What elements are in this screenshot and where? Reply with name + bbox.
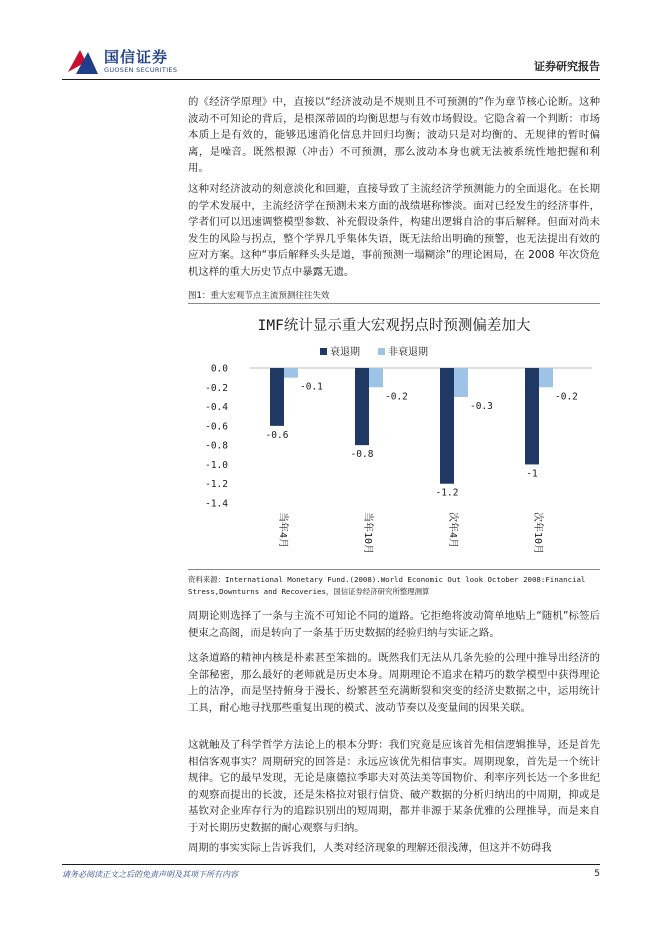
- figure-source: 资料来源：International Monetary Fund.(2008).World Economic Out look October 2008:Financial Stress,Downturns and Recoveries，国信证券经济研究所整理测算: [188, 575, 586, 596]
- x-tick-label-2: 当年10月: [362, 512, 373, 555]
- y-tick-label: -0.6: [205, 421, 228, 433]
- disclaimer-note: 请务必阅读正文之后的免责声明及其项下所有内容: [62, 870, 238, 879]
- header-divider: [62, 79, 600, 80]
- data-label-recession-3: -1.2: [435, 487, 459, 499]
- bar-non-recession-1: [284, 368, 298, 378]
- bar-recession-3: [440, 368, 454, 484]
- x-tick-label-4: 次年10月: [532, 512, 543, 555]
- data-label-recession-2: -0.8: [350, 449, 374, 461]
- logo-text-en: GUOSEN SECURITIES: [104, 66, 178, 74]
- x-axis: [277, 512, 545, 554]
- report-type-label: 证券研究报告: [534, 60, 600, 73]
- bar-recession-1: [270, 368, 284, 426]
- guosen-logo: [66, 44, 186, 78]
- bar-non-recession-3: [454, 368, 468, 397]
- body-paragraph-5: 这就触及了科学哲学方法论上的根本分野：我们究竟是应该首先相信逻辑推导，还是首先相信客观事实？周期研究的回答是：永远应该优先相信事实。周期现象，首先是一个统计规律。它的最早发现，无论是康德拉季耶夫对英法美等国物价、利率序列长达一个多世纪的观察而提出的长波，还是朱格拉对银行信贷、破产数据的分析归纳出的中周期，抑或是基钦对企业库存行为的追踪识别出的短周期，都并非源于某条优雅的公理推导，而是来自于对长期历史数据的耐心观察与归纳。: [188, 739, 600, 834]
- page-number: 5: [594, 869, 600, 879]
- data-label-non-recession-2: -0.2: [385, 391, 408, 403]
- logo-text-cn: 国信证券: [104, 48, 169, 66]
- legend-swatch-2: [378, 348, 385, 355]
- guosen-logo-icon: [66, 44, 100, 78]
- figure-caption: 图1：重大宏观节点主流预测往往失效: [188, 291, 330, 301]
- bar-non-recession-4: [539, 368, 553, 387]
- data-label-non-recession-4: -0.2: [555, 391, 578, 403]
- data-label-non-recession-1: -0.1: [300, 381, 323, 393]
- body-paragraph-6: 周期的事实实际上告诉我们，人类对经济现象的理解还很浅薄，但这并不妨碍我: [188, 842, 552, 854]
- y-tick-label: 0.0: [210, 363, 228, 375]
- legend-swatch-1: [320, 348, 327, 355]
- y-tick-label: -1.0: [205, 459, 228, 471]
- chart-legend: [320, 345, 428, 358]
- data-label-recession-4: -1: [526, 468, 538, 480]
- x-tick-label-1: 当年4月: [277, 512, 288, 549]
- footer-divider: [62, 864, 600, 865]
- page-header: [0, 0, 662, 80]
- y-tick-label: -1.4: [205, 498, 228, 510]
- y-tick-label: -1.2: [205, 479, 228, 491]
- legend-label-2: 非衰退期: [388, 347, 428, 358]
- figure-top-rule: [188, 303, 600, 304]
- legend-label-1: 衰退期: [330, 347, 360, 358]
- bar-recession-4: [525, 368, 539, 464]
- data-label-non-recession-3: -0.3: [470, 400, 493, 412]
- bar-non-recession-2: [369, 368, 383, 387]
- bar-recession-2: [355, 368, 369, 445]
- bar-group: [266, 368, 578, 499]
- y-tick-label: -0.4: [205, 402, 228, 414]
- body-paragraph-1: 的《经济学原理》中，直接以“经济波动是不规则且不可预测的”作为章节核心论断。这种波动不可知论的背后，是根深蒂固的均衡思想与有效市场假设。它隐含着一个判断：市场本质上是有效的，能够迅速消化信息并回归均衡；波动只是对均衡的、无规律的暂时偏离，是噪音。既然根源（冲击）不可预测，那么波动本身也就无法被系统性地把握和利用。: [188, 96, 600, 175]
- y-tick-label: -0.2: [205, 382, 228, 394]
- body-paragraph-4: 这条道路的精神内核是朴素甚至笨拙的。既然我们无法从几条先验的公理中推导出经济的全部秘密，那么最好的老师就是历史本身。周期理论不追求在精巧的数学模型中获得理论上的洁净，而是坚持俯身于漫长、纷繁甚至充满断裂和突变的经济史数据之中，运用统计工具，耐心地寻找那些重复出现的模式、波动节奏以及变量间的因果关联。: [188, 652, 600, 714]
- body-paragraph-2: 这种对经济波动的刻意淡化和回避，直接导致了主流经济学预测能力的全面退化。在长期的学术发展中，主流经济学在预测未来方面的战绩堪称惨淡。面对已经发生的经济事件，学者们可以迅速调整模型参数、补充假设条件，构建出逻辑自洽的事后解释。但面对尚未发生的风险与拐点，整个学界几乎集体失语，既无法给出明确的预警，也无法提出有效的应对方案。这种“事后解释头头是道，事前预测一塌糊涂”的理论困局，在 2008 年次贷危机这样的重大历史节点中暴露无遗。: [188, 183, 600, 278]
- chart-title: IMF统计显示重大宏观拐点时预测偏差加大: [257, 318, 531, 334]
- imf-forecast-bias-chart: [188, 306, 600, 568]
- x-tick-label-3: 次年4月: [447, 512, 458, 549]
- data-label-recession-1: -0.6: [265, 429, 289, 441]
- figure-bottom-rule: [188, 569, 600, 570]
- body-paragraph-3: 周期论则选择了一条与主流不可知论不同的道路。它拒绝将波动简单地贴上“随机”标签后便束之高阁，而是转向了一条基于历史数据的经验归纳与实证之路。: [188, 610, 600, 639]
- y-tick-label: -0.8: [205, 440, 228, 452]
